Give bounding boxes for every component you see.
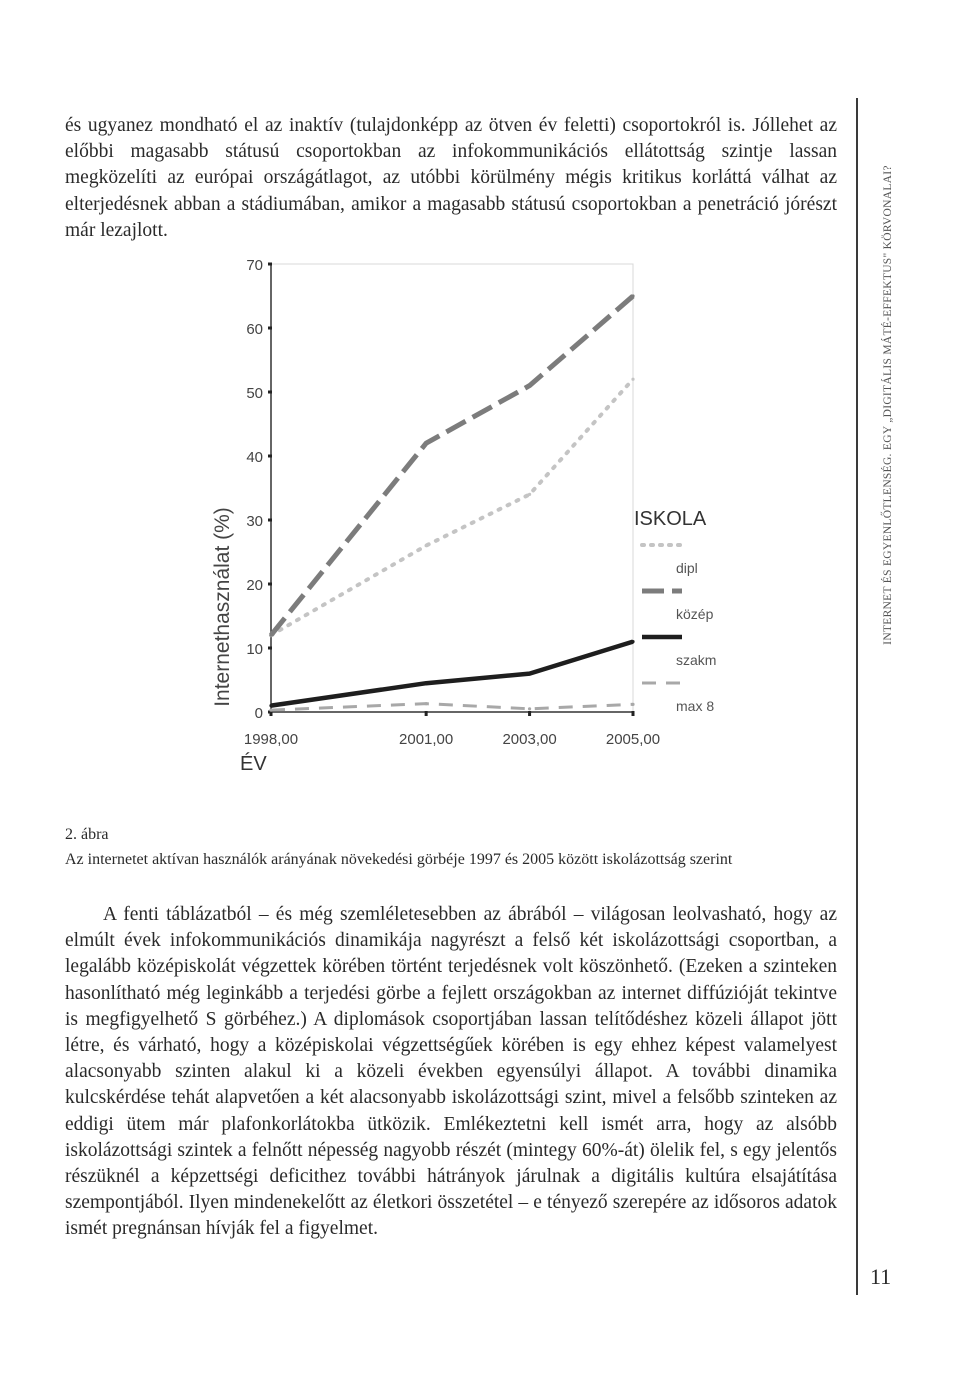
margin-rule xyxy=(856,98,858,1295)
data-point xyxy=(269,704,272,707)
chart-legend xyxy=(642,545,716,714)
y-tick-label: 70 xyxy=(246,257,263,274)
figure-number: 2. ábra xyxy=(65,826,109,843)
y-tick-label: 40 xyxy=(246,449,263,466)
series-line-3 xyxy=(271,704,633,710)
data-point xyxy=(528,384,531,387)
chart-y-axis-label: Internethasználat (%) xyxy=(211,507,234,707)
data-point xyxy=(528,707,531,710)
data-point xyxy=(528,672,531,675)
plot-frame xyxy=(271,264,633,712)
legend-label: szakm xyxy=(676,652,717,668)
data-point xyxy=(528,493,531,496)
chart-x-axis-label: ÉV xyxy=(240,753,267,775)
data-point xyxy=(631,703,634,706)
y-tick-label: 60 xyxy=(246,321,263,338)
series-line-0 xyxy=(271,379,633,635)
x-tick-label: 2005,00 xyxy=(605,731,661,748)
chart-tick-labels xyxy=(244,257,660,748)
legend-label: max 8 xyxy=(676,698,715,714)
y-tick-label: 0 xyxy=(254,705,263,722)
intro-paragraph: és ugyanez mondható el az inaktív (tulajdonképp az ötven év feletti) csoportokról is. Jóllehet az előbbi magasabb státusú csoportokban az infokommunikációs ellátottság szintje lassan megközelíti az európai országátlagot, az utóbbi körülmény mégis kritikus korláttá válhat az elterjedésnek abban a stádiumában, amikor a magasabb státusú csoportokban a penetráció jórészt már lezajlott. xyxy=(65,115,837,241)
data-point xyxy=(425,544,428,547)
x-tick-label: 1998,00 xyxy=(243,731,299,748)
data-point xyxy=(631,640,634,643)
data-point xyxy=(425,682,428,685)
data-point xyxy=(269,708,272,711)
y-tick-label: 50 xyxy=(246,385,263,402)
page-number: 11 xyxy=(870,1264,892,1289)
y-tick-label: 20 xyxy=(246,577,263,594)
running-header: INTERNET ÉS EGYENLŐTLENSÉG. EGY „DIGITÁLIS MÁTÉ-EFFEKTUS" KÖRVONALAI? xyxy=(882,165,894,645)
data-point xyxy=(631,378,634,381)
figure-caption: Az internetet aktívan használók arányának növekedési görbéje 1997 és 2005 között iskolázottság szerint xyxy=(65,851,733,868)
x-tick-label: 2001,00 xyxy=(399,731,454,748)
chart-axes xyxy=(268,264,633,716)
body-paragraph: A fenti táblázatból – és még szemléletesebben az ábrából – világosan leolvasható, hogy az elmúlt évek infokommunikációs dinamikája nagyrészt a felső két iskolázottsági csoportban, a legalább középiskolát végzettek körében történt terjedésnek volt köszönhető. (Ezeken a szinteken hasonlítható még leginkább a terjedési görbe a fejlett országokban az internet diffúzióját tekintve is megfigyelhető S görbéhez.) A diplomások csoportjában lassan telítődéshez közeli állapot jött létre, és várható, hogy a középiskolai végzettségűek körében is egy ehhez képest valamelyest alacsonyabb szinten alakul ki a közeli években egyensúlyi állapot. A további dinamika kulcskérdése tehát alapvetően a két alacsonyabb iskolázottsági szint, mivel a felsőbb szinteken az eddigi ütem már plafonkorlátokba ütközik. Emlékeztetni kell ismét arra, hogy az alsóbb iskolázottsági szintek a felnőtt népesség nagyobb részét (mintegy 60%-át) ölelik fel, s egy jelentős részüknél a képzettségi deficithez további hátrányok járulnak a digitális kultúra elsajátítása szempontjából. Ilyen mindenekelőtt az életkori összetétel – e tényező szerepére az idősoros adatok ismét pregnánsan hívják fel a figyelmet. xyxy=(65,904,837,1240)
legend-label: dipl xyxy=(676,560,698,576)
x-tick-label: 2003,00 xyxy=(502,731,557,748)
series-line-2 xyxy=(271,642,633,706)
data-point xyxy=(425,442,428,445)
y-tick-label: 30 xyxy=(246,513,263,530)
chart-legend-title: ISKOLA xyxy=(634,508,707,530)
chart-series xyxy=(269,294,634,711)
legend-label: közép xyxy=(676,606,714,622)
series-line-1 xyxy=(271,296,633,635)
data-point xyxy=(631,294,634,297)
y-tick-label: 10 xyxy=(246,641,263,658)
data-point xyxy=(425,702,428,705)
data-point xyxy=(269,634,272,637)
